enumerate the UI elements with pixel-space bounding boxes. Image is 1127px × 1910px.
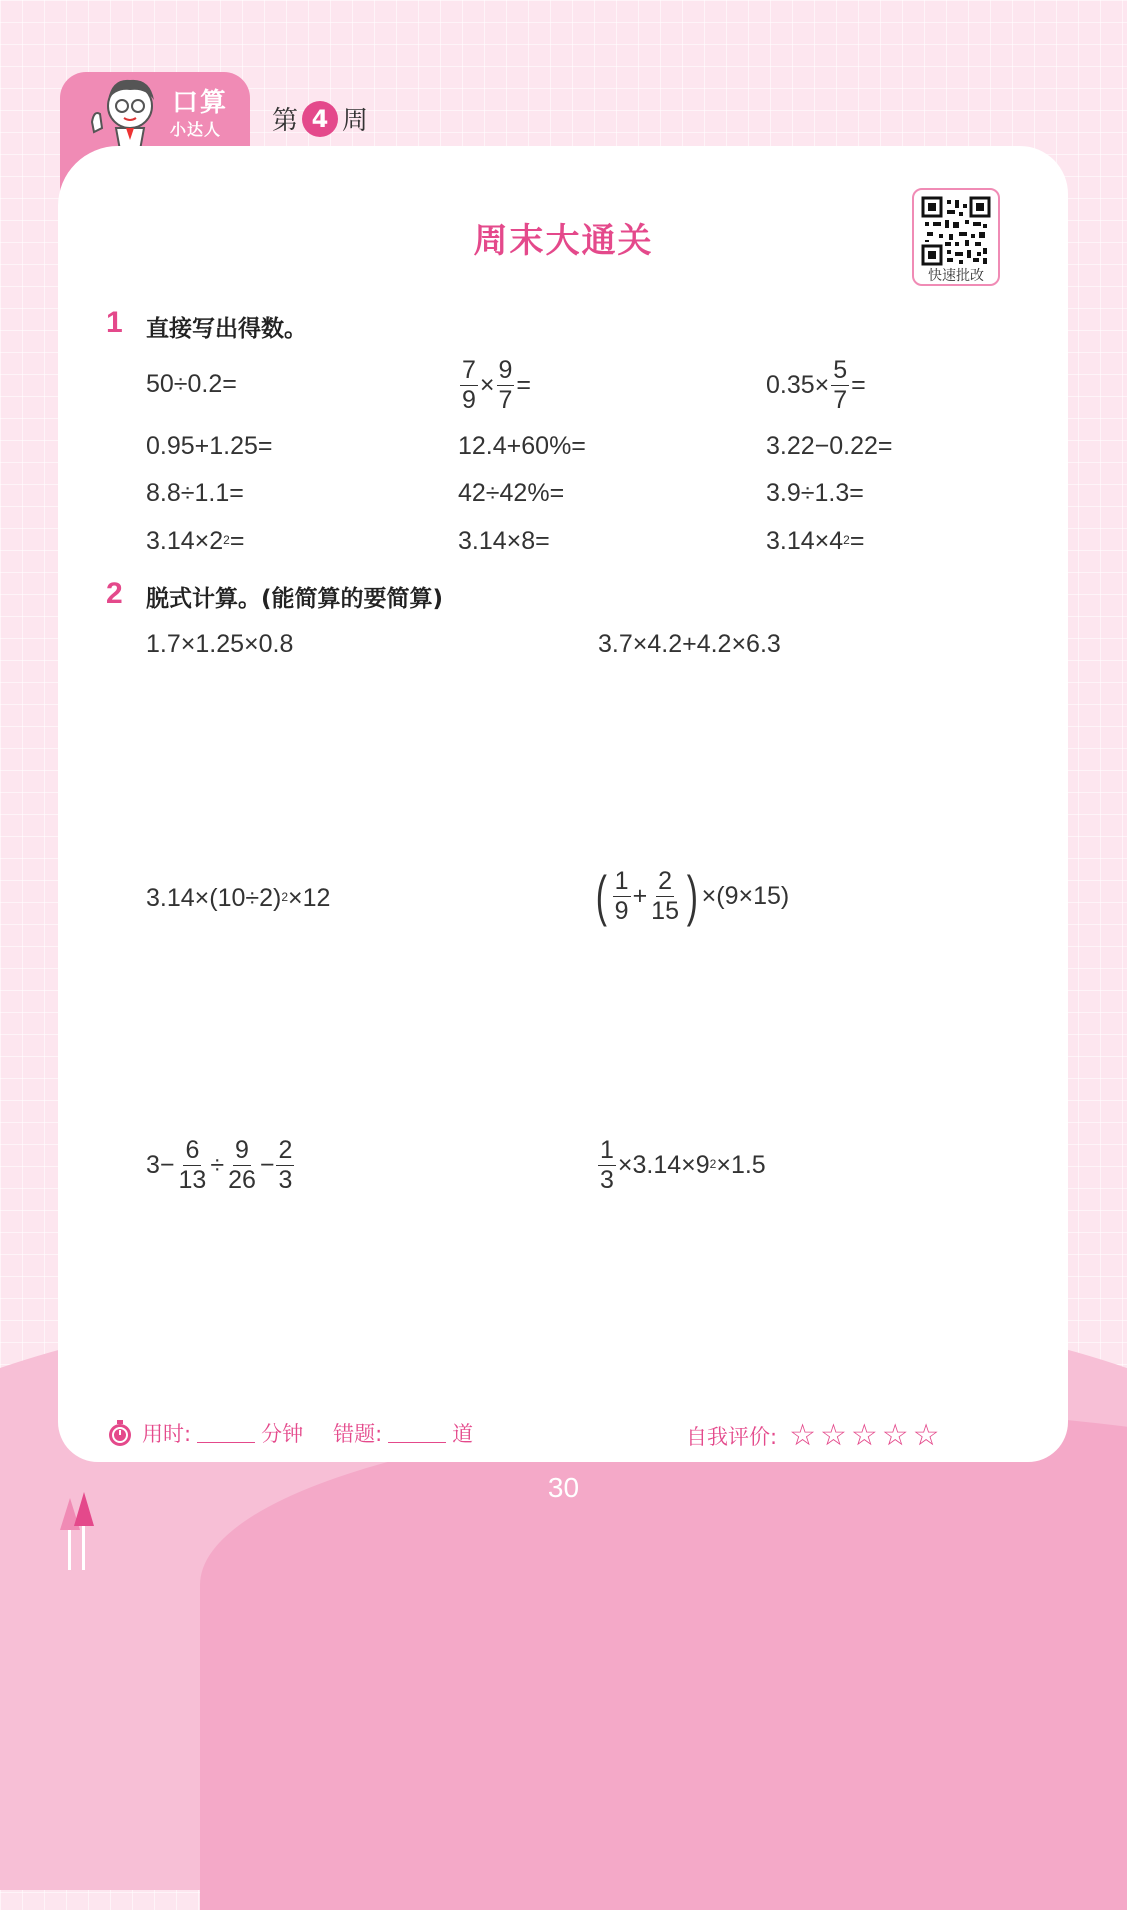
fraction: $\frac{9}{26}$ — [228, 1136, 256, 1194]
time-blank[interactable] — [197, 1424, 255, 1443]
fraction: $\frac{1}{9}$ — [614, 866, 629, 925]
section-1-number: 1 — [106, 306, 123, 339]
problem-1-7: 8.8÷1.1= — [146, 479, 244, 507]
section-2-number: 2 — [106, 577, 123, 610]
problem-2-4: ( $\frac{1}{9}$ + $\frac{2}{15}$ ) ×(9×15) — [595, 864, 790, 927]
week-label — [272, 100, 368, 137]
page-number: 30 — [547, 1472, 580, 1503]
fraction: $\frac{1}{3}$ — [600, 1136, 614, 1194]
fraction: $\frac{7}{9}$ — [462, 356, 476, 414]
arrow-decoration-icon — [56, 1490, 100, 1570]
fraction: $\frac{5}{7}$ — [833, 356, 848, 414]
problem-2-5: 3− $\frac{6}{13}$ ÷ $\frac{9}{26}$ − $\frac{2}{3}$ — [146, 1136, 293, 1194]
fraction: $\frac{2}{3}$ — [278, 1136, 293, 1194]
problem-2-3: 3.14×(10÷2) $^2$ ×12 — [146, 884, 331, 912]
problem-1-1: 50÷0.2= — [146, 370, 237, 398]
brand-subtitle: 小达人 — [170, 120, 222, 139]
qr-code-icon — [921, 196, 991, 266]
week-suffix: 周 — [342, 106, 369, 136]
errors-unit: 道 — [452, 1422, 474, 1446]
problem-1-9: 3.9÷1.3= — [766, 479, 864, 507]
fraction: $\frac{9}{7}$ — [498, 356, 513, 414]
problem-1-11: 3.14×8= — [458, 527, 550, 555]
problem-1-12: 3.14×4 $^2$ = — [766, 527, 865, 555]
week-prefix: 第 — [272, 106, 299, 136]
content-card — [58, 146, 1068, 1462]
brand-title: 口算 — [172, 88, 229, 118]
self-eval-label: 自我评价: — [686, 1424, 778, 1449]
problem-1-4: 0.95+1.25= — [146, 432, 273, 460]
problem-1-10: 3.14×2 $^2$ = — [146, 527, 245, 555]
mascot-icon — [80, 70, 166, 150]
problem-1-3: 0.35× $\frac{5}{7}$ = — [766, 356, 866, 414]
stopwatch-icon — [106, 1418, 134, 1448]
problem-1-8: 42÷42%= — [458, 479, 565, 507]
qr-label: 快速批改 — [928, 268, 984, 284]
problem-2-2: 3.7×4.2+4.2×6.3 — [598, 630, 781, 658]
footer-self-eval — [686, 1418, 944, 1453]
problem-1-5: 12.4+60%= — [458, 432, 586, 460]
time-unit: 分钟 — [261, 1422, 304, 1446]
footer-time — [106, 1418, 473, 1448]
week-number-badge: 4 — [302, 101, 338, 137]
errors-label: 错题: — [333, 1422, 383, 1446]
rating-stars[interactable]: ☆☆☆☆☆ — [789, 1418, 944, 1453]
problem-2-1: 1.7×1.25×0.8 — [146, 630, 294, 658]
section-1-instruction: 直接写出得数。 — [146, 316, 307, 342]
fraction: $\frac{2}{15}$ — [651, 866, 679, 925]
time-label: 用时: — [142, 1422, 192, 1446]
problem-1-6: 3.22−0.22= — [766, 432, 893, 460]
problem-1-2: $\frac{7}{9}$ × $\frac{9}{7}$ = — [462, 356, 532, 414]
errors-blank[interactable] — [388, 1424, 446, 1443]
fraction: $\frac{6}{13}$ — [178, 1136, 207, 1194]
section-2-instruction: 脱式计算。(能简算的要简算) — [146, 586, 444, 612]
problem-2-6: $\frac{1}{3}$ ×3.14×9 $^2$ ×1.5 — [600, 1136, 766, 1194]
page-title: 周末大通关 — [473, 221, 654, 261]
